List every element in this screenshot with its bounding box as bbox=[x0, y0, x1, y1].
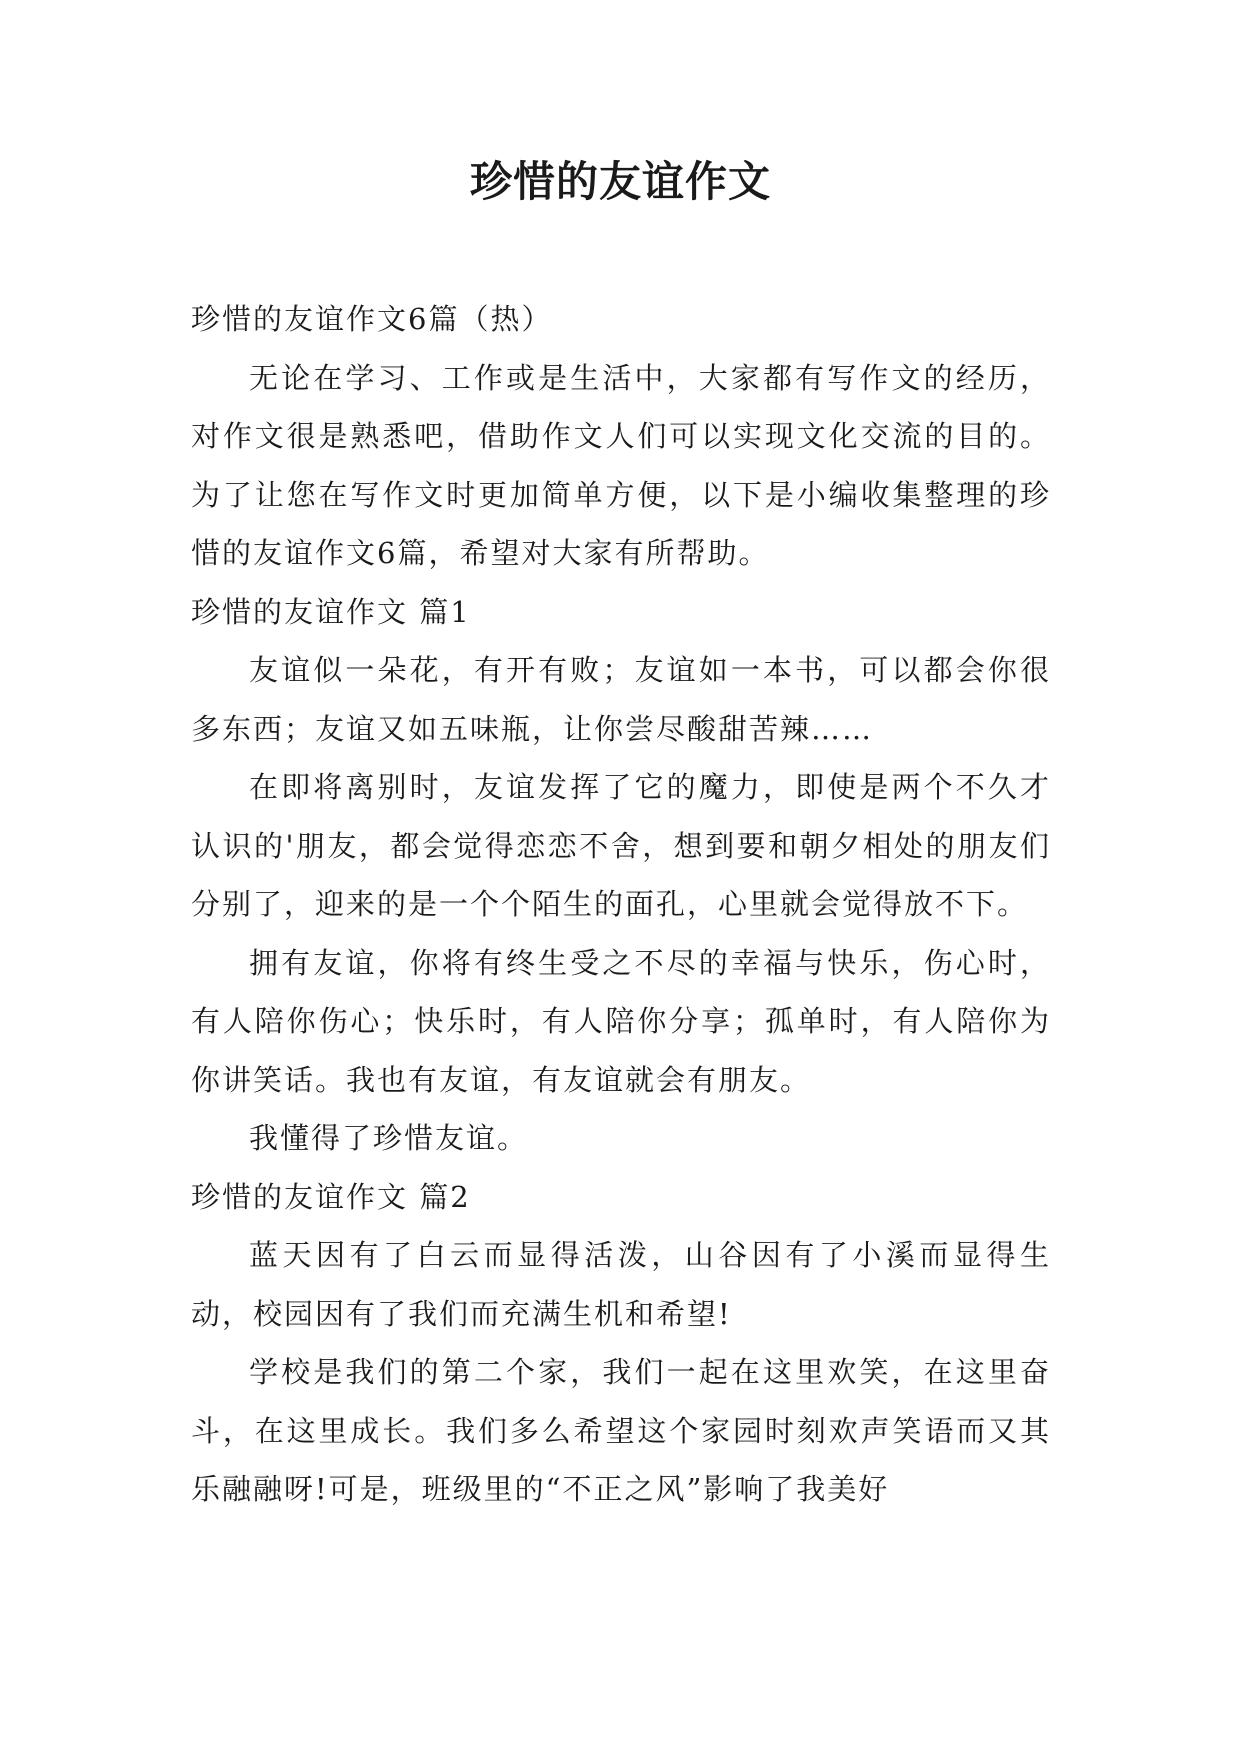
section-heading-intro: 珍惜的友谊作文6篇（热） bbox=[191, 302, 553, 336]
document-body bbox=[191, 290, 1051, 1519]
paragraph: 蓝天因有了白云而显得活泼，山谷因有了小溪而显得生动，校园因有了我们而充满生机和希望! bbox=[191, 1238, 1051, 1331]
paragraph: 学校是我们的第二个家，我们一起在这里欢笑，在这里奋斗，在这里成长。我们多么希望这个家园时刻欢声笑语而又其乐融融呀!可是，班级里的“不正之风”影响了我美好 bbox=[191, 1355, 1051, 1506]
paragraph: 我懂得了珍惜友谊。 bbox=[249, 1121, 529, 1155]
paragraph: 友谊似一朵花，有开有败；友谊如一本书，可以都会你很多东西；友谊又如五味瓶，让你尝尽酸甜苦辣…… bbox=[191, 653, 1051, 746]
section-heading-1: 珍惜的友谊作文 篇1 bbox=[191, 594, 471, 629]
paragraph: 在即将离别时，友谊发挥了它的魔力，即使是两个不久才认识的'朋友，都会觉得恋恋不舍，想到要和朝夕相处的朋友们分别了，迎来的是一个个陌生的面孔，心里就会觉得放不下。 bbox=[191, 770, 1051, 921]
paragraph-intro: 无论在学习、工作或是生活中，大家都有写作文的经历，对作文很是熟悉吧，借助作文人们可以实现文化交流的目的。为了让您在写作文时更加简单方便，以下是小编收集整理的珍惜的友谊作文6篇，希望对大家有所帮助。 bbox=[191, 360, 1051, 570]
document-title: 珍惜的友谊作文 bbox=[469, 157, 771, 206]
section-heading-2: 珍惜的友谊作文 篇2 bbox=[191, 1179, 471, 1214]
paragraph: 拥有友谊，你将有终生受之不尽的幸福与快乐，伤心时，有人陪你伤心；快乐时，有人陪你分享；孤单时，有人陪你为你讲笑话。我也有友谊，有友谊就会有朋友。 bbox=[191, 945, 1051, 1097]
